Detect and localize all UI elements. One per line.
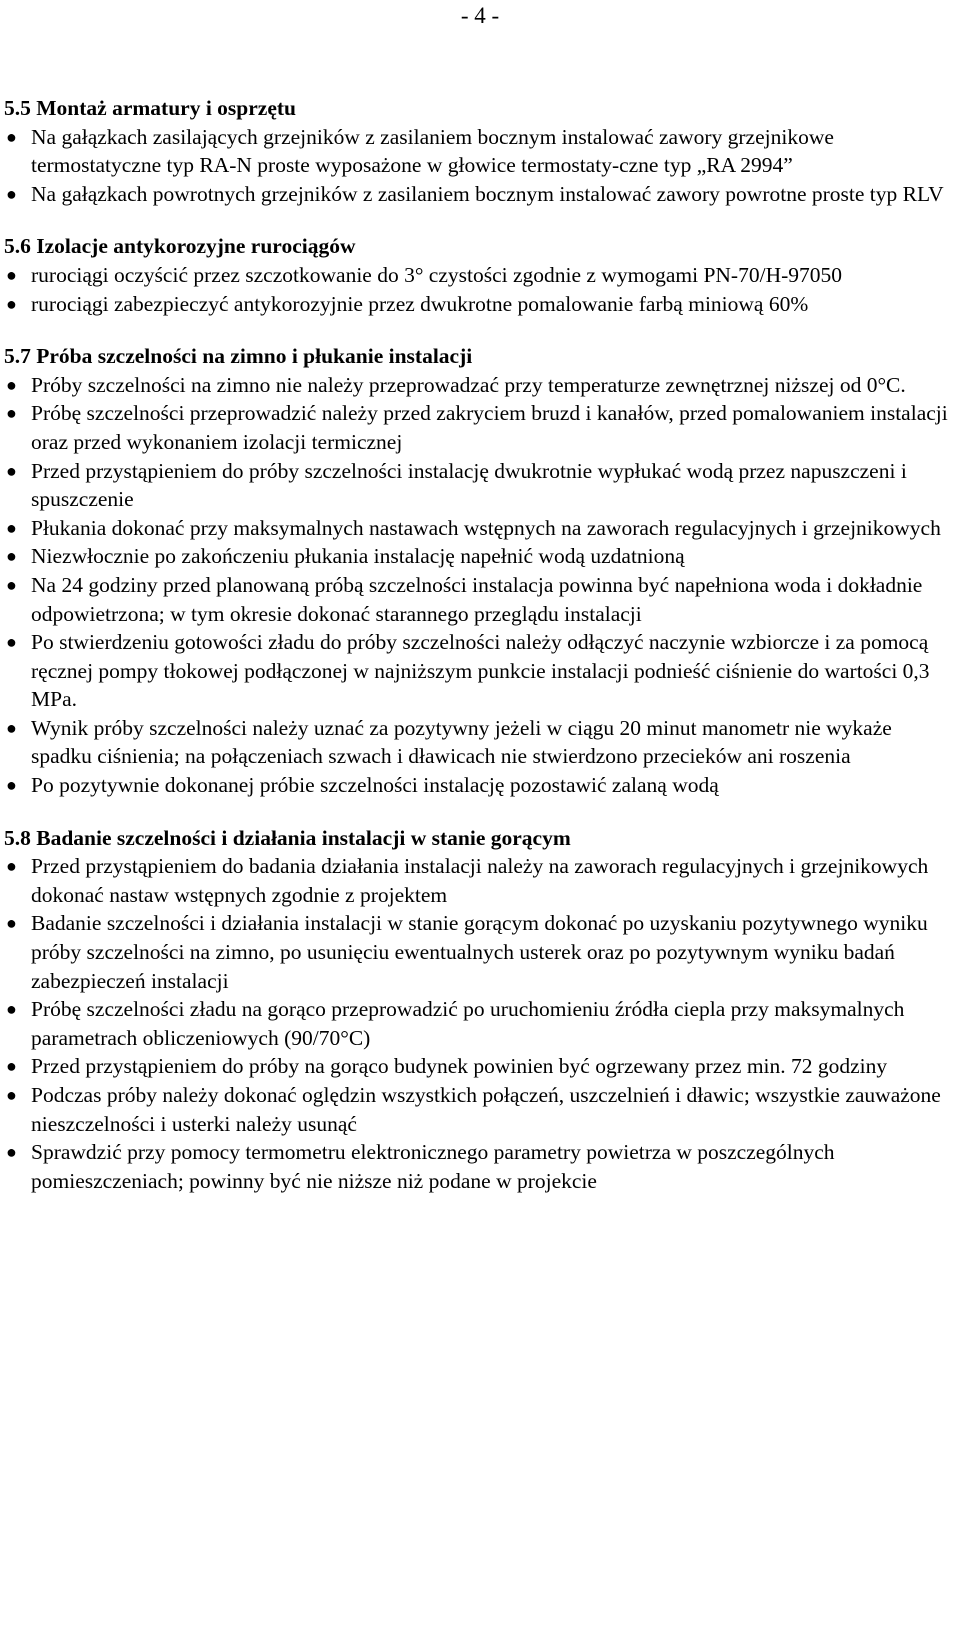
bullet-list	[4, 371, 950, 800]
bullet-icon: ●	[6, 574, 17, 595]
bullet-icon: ●	[6, 1142, 17, 1163]
bullet-icon: ●	[6, 517, 17, 538]
list-item-text: Próbę szczelności zładu na gorąco przeprowadzić po uruchomieniu źródła ciepla przy maksymalnych parametrach obliczeniowych (90/70°C)	[31, 997, 905, 1050]
list-item	[4, 1052, 950, 1081]
section-5-5	[4, 94, 950, 208]
list-item-text: Próby szczelności na zimno nie należy przeprowadzać przy temperaturze zewnętrznej niższej od 0°C.	[31, 372, 906, 397]
list-item-text: Po pozytywnie dokonanej próbie szczelności instalację pozostawić zalaną wodą	[31, 773, 719, 798]
list-item	[4, 1138, 950, 1195]
document-body	[4, 94, 950, 1195]
bullet-icon: ●	[6, 913, 17, 934]
bullet-icon: ●	[6, 1056, 17, 1077]
list-item	[4, 457, 950, 514]
list-item	[4, 399, 950, 456]
bullet-icon: ●	[6, 403, 17, 424]
bullet-list	[4, 123, 950, 209]
bullet-icon: ●	[6, 126, 17, 147]
list-item	[4, 995, 950, 1052]
list-item-text: Przed przystąpieniem do próby szczelności instalację dwukrotnie wypłukać wodą przez napuszczeni i spuszczenie	[31, 458, 907, 512]
bullet-icon: ●	[6, 775, 17, 796]
section-title: 5.6 Izolacje antykorozyjne rurociągów	[4, 234, 356, 259]
bullet-icon: ●	[6, 632, 17, 653]
bullet-icon: ●	[6, 999, 17, 1020]
list-item-text: Na 24 godziny przed planowaną próbą szczelności instalacja powinna być napełniona woda i dokładnie odpowietrzona; w tym okresie dokonać starannego przeglądu instalacji	[31, 572, 923, 626]
list-item-text: Podczas próby należy dokonać oględzin wszystkich połączeń, uszczelnień i dławic; wszystkie zauważone nieszczelności i usterki należy usunąć	[31, 1083, 941, 1136]
bullet-icon: ●	[6, 1085, 17, 1105]
list-item-text: Wynik próby szczelności należy uznać za pozytywny jeżeli w ciągu 20 minut manometr nie wykaże spadku ciśnienia; na połączeniach szwach i dławicach nie stwierdzono przecieków ani roszenia	[31, 715, 892, 769]
bullet-icon: ●	[6, 293, 17, 314]
list-item	[4, 371, 950, 400]
bullet-list	[4, 261, 950, 318]
section-title: 5.5 Montaż armatury i osprzętu	[4, 96, 296, 120]
list-item-text: Przed przystąpieniem do badania działania instalacji należy na zaworach regulacyjnych i grzejnikowych dokonać nastaw wstępnych zgodnie z projektem	[31, 854, 929, 907]
bullet-icon: ●	[6, 460, 17, 481]
list-item	[4, 514, 950, 543]
list-item	[4, 1081, 950, 1138]
bullet-icon: ●	[6, 374, 17, 395]
list-item-text: Płukania dokonać przy maksymalnych nastawach wstępnych na zaworach regulacyjnych i grzejnikowych	[31, 515, 941, 540]
bullet-icon: ●	[6, 264, 17, 285]
section-5-7	[4, 342, 950, 800]
bullet-icon: ●	[6, 546, 17, 567]
section-5-6	[4, 232, 950, 318]
section-title: 5.7 Próba szczelności na zimno i płukanie instalacji	[4, 344, 473, 369]
list-item	[4, 123, 950, 180]
page-number: - 4 -	[460, 3, 500, 28]
list-item	[4, 852, 950, 909]
list-item	[4, 542, 950, 571]
list-item	[4, 180, 950, 209]
list-item-text: Przed przystąpieniem do próby na gorąco budynek powinien być ogrzewany przez min. 72 godziny	[31, 1054, 888, 1079]
list-item	[4, 909, 950, 995]
list-item	[4, 571, 950, 628]
list-item-text: rurociągi zabezpieczyć antykorozyjnie przez dwukrotne pomalowanie farbą miniową 60%	[31, 291, 809, 316]
section-title: 5.8 Badanie szczelności i działania instalacji w stanie gorącym	[4, 825, 571, 850]
list-item-text: Po stwierdzeniu gotowości zładu do próby szczelności należy odłączyć naczynie wzbiorcze i za pomocą ręcznej pompy tłokowej podłączonej w najniższym punkcie instalacji podnieść ciśnienie do wartości 0,3 MPa.	[31, 630, 930, 712]
bullet-icon: ●	[6, 856, 17, 877]
list-item	[4, 714, 950, 771]
list-item-text: Na gałązkach powrotnych grzejników z zasilaniem bocznym instalować zawory powrotne proste typ RLV	[31, 181, 944, 206]
list-item-text: Niezwłocznie po zakończeniu płukania instalację napełnić wodą uzdatnioną	[31, 544, 685, 569]
bullet-icon: ●	[6, 183, 17, 204]
bullet-icon: ●	[6, 717, 17, 738]
list-item-text: Próbę szczelności przeprowadzić należy przed zakryciem bruzd i kanałów, przed pomalowaniem instalacji oraz przed wykonaniem izolacji termicznej	[31, 401, 948, 454]
section-5-8	[4, 824, 950, 1196]
list-item-text: Na gałązkach zasilających grzejników z zasilaniem bocznym instalować zawory grzejnikowe termostatyczne typ RA-N proste wyposażone w głowice termostaty-czne typ „RA 2994”	[31, 124, 834, 178]
list-item	[4, 771, 950, 800]
list-item	[4, 628, 950, 714]
list-item-text: Badanie szczelności i działania instalacji w stanie gorącym dokonać po uzyskaniu pozytywnego wyniku próby szczelności na zimno, po usunięciu ewentualnych usterek oraz po pozytywnym wyniku badań zabezpieczeń instalacji	[31, 911, 928, 993]
list-item	[4, 261, 950, 290]
list-item	[4, 290, 950, 319]
list-item-text: rurociągi oczyścić przez szczotkowanie do 3° czystości zgodnie z wymogami PN-70/H-97050	[31, 262, 843, 287]
list-item-text: Sprawdzić przy pomocy termometru elektronicznego parametry powietrza w poszczególnych pomieszczeniach; powinny być nie niższe niż podane w projekcie	[31, 1140, 835, 1193]
bullet-list	[4, 852, 950, 1195]
